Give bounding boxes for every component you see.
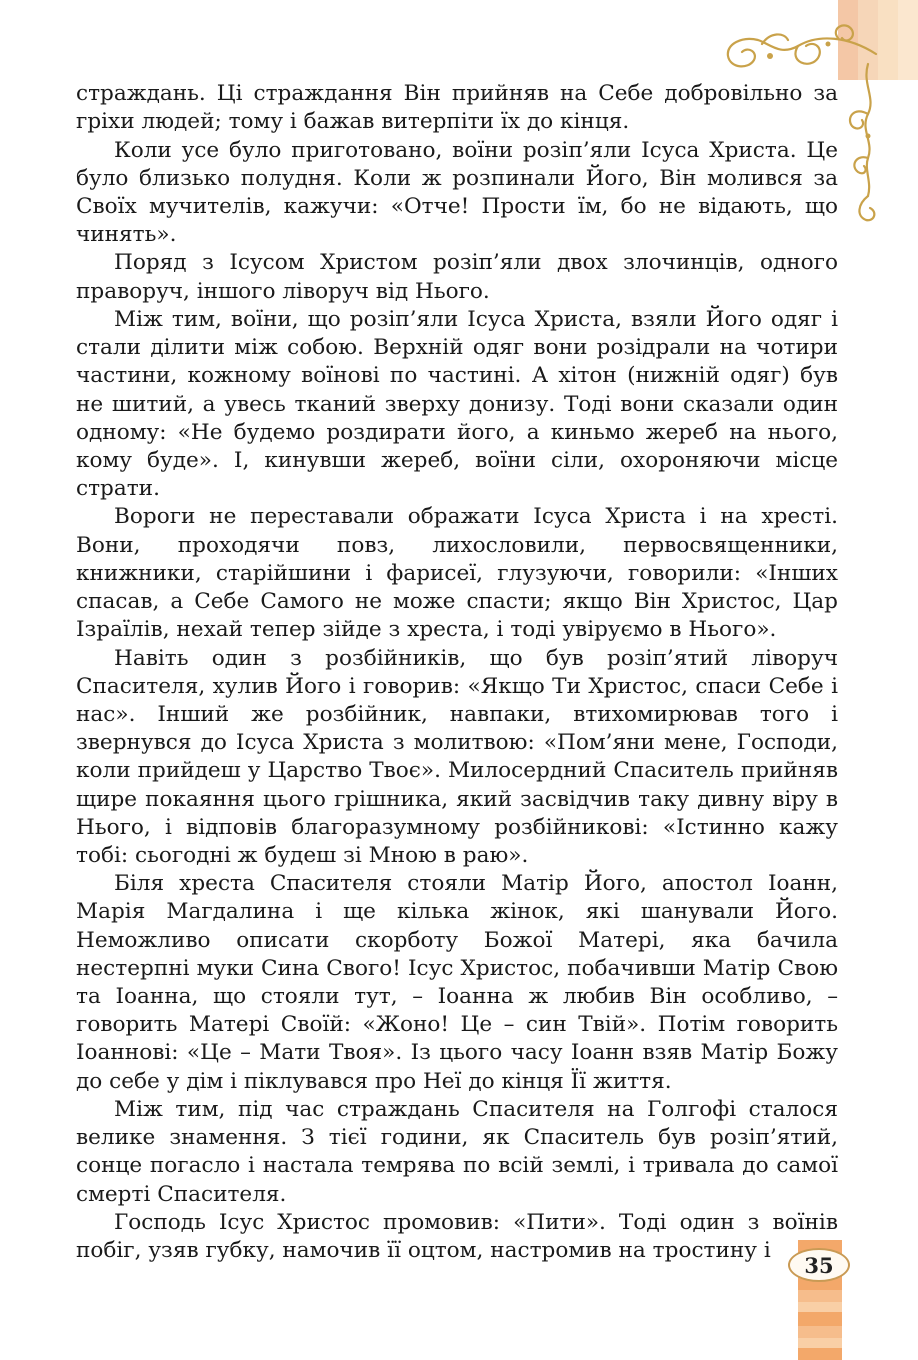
paragraph: страждань. Ці страждання Він прийняв на Себе добровільно за гріхи людей; тому і бажав витерпіти їх до кінця. [76,81,838,135]
paragraph: Навіть один з розбійників, що був розіп’ятий ліворуч Спасителя, хулив Його і говорив: «Якщо Ти Христос, спаси Себе і нас». Інший же розбійник, навпаки, втихомирював того і звернувся до Ісуса Христа з молитвою: «Пом’яни мене, Господи, коли прийдеш у Царство Твоє». Милосердний Спаситель прийняв щире покаяння цього грішника, який засвідчив таку дивну віру в Нього, і відповів благоразумному розбійникові: «Істинно кажу тобі: сьогодні ж будеш зі Мною в раю». [76,645,838,868]
paragraph: Між тим, воїни, що розіп’яли Ісуса Христа, взяли Його одяг і стали ділити між собою. Верхній одяг вони розідрали на чотири частини, кожному воїнові по частині. А хітон (нижній одяг) був не шитий, а увесь тканий зверху донизу. Тоді вони сказали один одному: «Не будемо роздирати його, а киньмо жереб на нього, кому буде». І, кинувши жереб, воїни сіли, охороняючи місце страти. [76,306,838,502]
paragraph: Біля хреста Спасителя стояли Матір Його, апостол Іоанн, Марія Магдалина і ще кілька жінок, які шанували Його. Неможливо описати скорботу Божої Матері, яка бачила нестерпні муки Сина Свого! Ісус Христос, побачивши Матір Свою та Іоанна, що стояли тут, – Іоанна ж любив Він особливо, – говорить Матері Своїй: «Жоно! Це – син Твій». Потім говорить Іоаннові: «Це – Мати Твоя». Із цього часу Іоанн взяв Матір Божу до себе у дім і піклувався про Неї до кінця Її життя. [76,871,838,1094]
paragraph: Вороги не переставали ображати Ісуса Христа і на хресті. Вони, проходячи повз, лихословили, первосвященники, книжники, старійшини і фарисеї, глузуючи, говорили: «Інших спасав, а Себе Самого не може спасти; якщо Він Христос, Цар Ізраїлів, нехай тепер зійде з хреста, і тоді увіруємо в Нього». [76,504,838,643]
page-text [76,80,838,1265]
paragraph: Між тим, під час страждань Спасителя на Голгофі сталося велике знамення. З тієї години, як Спаситель був розіп’ятий, сонце погасло і настала темрява по всій землі, і тривала до самої смерті Спасителя. [76,1096,838,1207]
paragraph: Господь Ісус Христос промовив: «Пити». Тоді один з воїнів побіг, узяв губку, намочив її оцтом, настромив на тростину і [76,1209,838,1264]
page-number: 35 [788,1248,850,1282]
paragraph: Поряд з Ісусом Христом розіп’яли двох злочинців, одного праворуч, іншого ліворуч від Нього. [76,250,838,304]
paragraph: Коли усе було приготовано, воїни розіп’яли Ісуса Христа. Це було близько полудня. Коли ж розпинали Його, Він молився за Своїх мучителів, кажучи: «Отче! Прости їм, бо не відають, що чинять». [76,137,838,248]
